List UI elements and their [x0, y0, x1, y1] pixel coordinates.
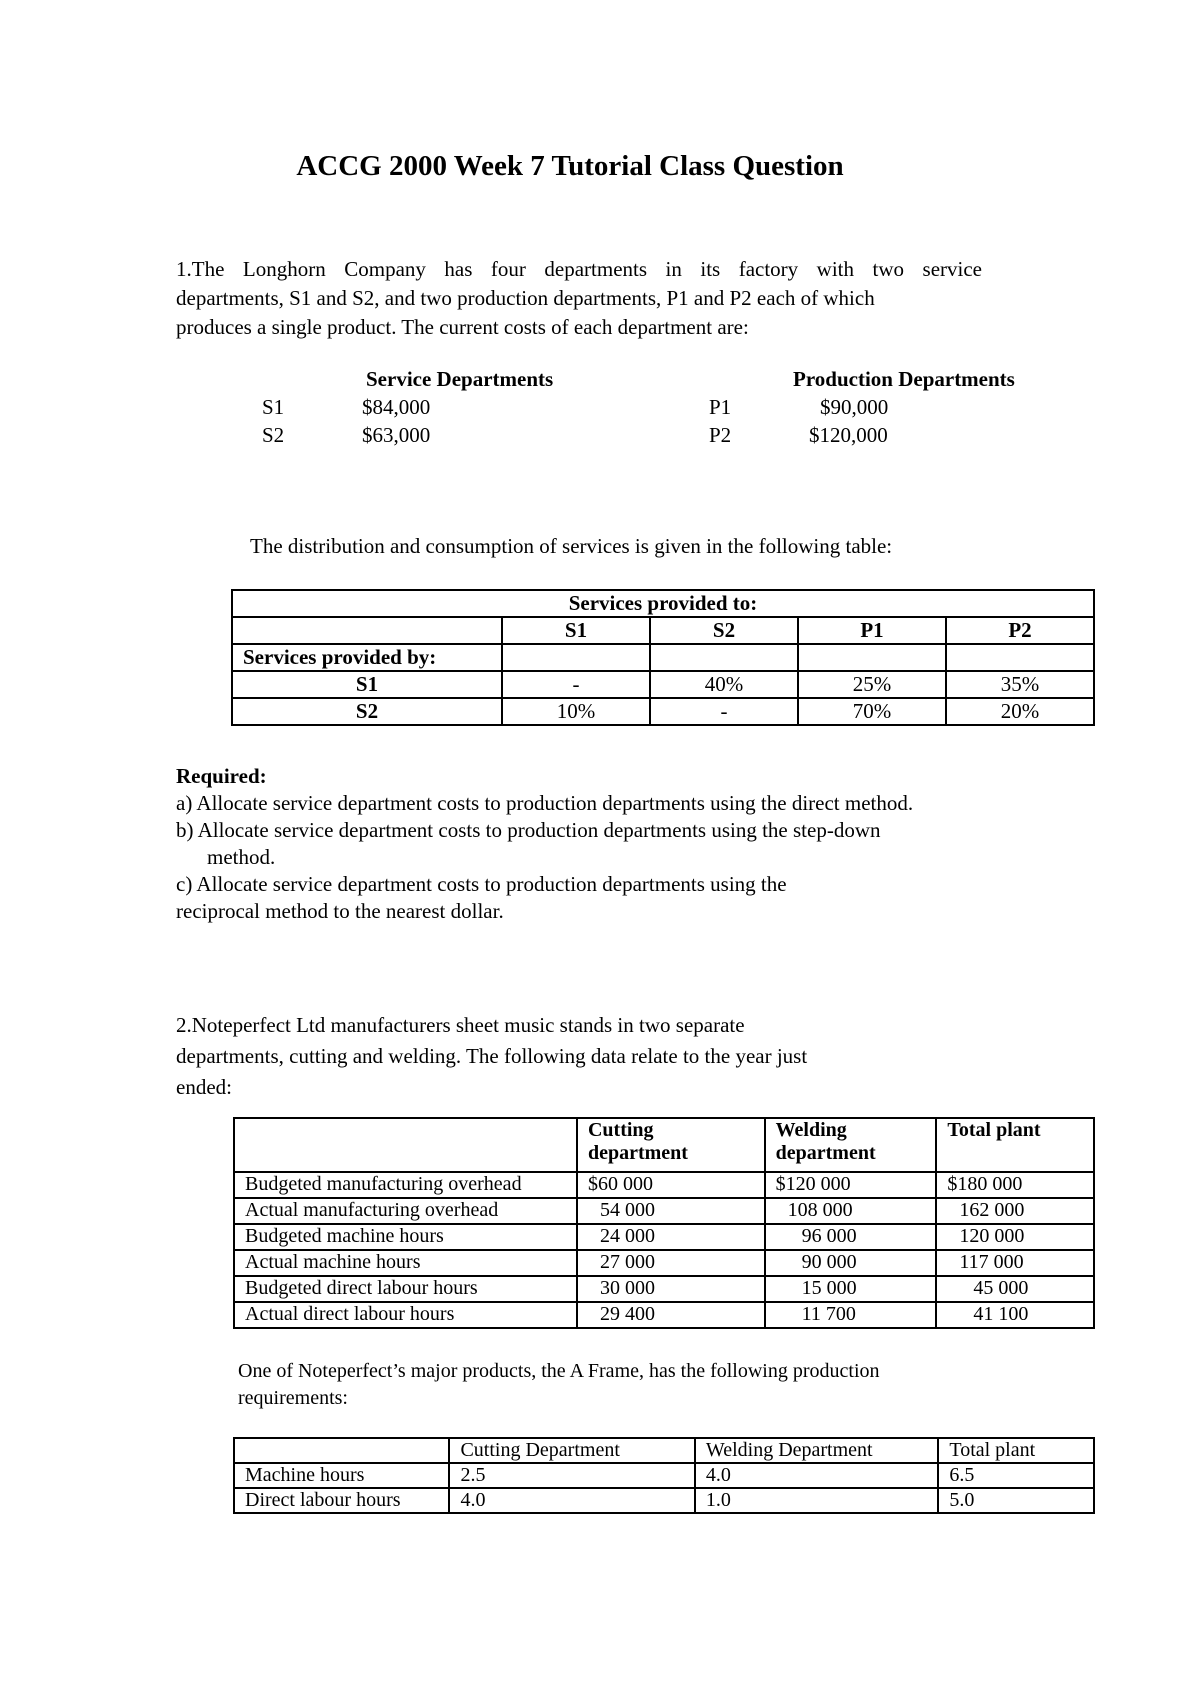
table-cell — [234, 1438, 449, 1463]
column-header: P2 — [946, 617, 1094, 644]
table-row — [234, 1302, 1094, 1328]
column-header: Welding Department — [695, 1438, 938, 1463]
table-cell — [234, 1118, 577, 1172]
table-row — [232, 698, 1094, 725]
column-header: Cutting Department — [449, 1438, 694, 1463]
table-cell: 20% — [946, 698, 1094, 725]
table-cell: 120 000 — [936, 1224, 1094, 1250]
production-name-p2: P2 — [709, 423, 732, 447]
row-header: Actual direct labour hours — [234, 1302, 577, 1328]
service-name-s2: S2 — [262, 423, 285, 447]
column-header: P1 — [798, 617, 946, 644]
production-cost-p2: $120,000 — [809, 423, 888, 447]
table-row — [234, 1172, 1094, 1198]
aframe-table — [233, 1437, 1095, 1514]
table-cell: 25% — [798, 671, 946, 698]
table-cell: 30 000 — [577, 1276, 765, 1302]
required-b-line2: method. — [207, 845, 276, 869]
production-name-p1: P1 — [709, 395, 732, 419]
table-cell: 24 000 — [577, 1224, 765, 1250]
table-cell: 5.0 — [938, 1488, 1094, 1513]
table-cell: 96 000 — [765, 1224, 937, 1250]
table-cell: - — [502, 671, 650, 698]
q2-line2: departments, cutting and welding. The following data relate to the year just — [176, 1044, 808, 1068]
required-c-line1: c) Allocate service department costs to production departments using the — [176, 872, 787, 896]
table-row — [232, 644, 1094, 671]
provided-to-header: Services provided to: — [232, 590, 1094, 617]
row-header: Actual machine hours — [234, 1250, 577, 1276]
table-row — [234, 1276, 1094, 1302]
table-cell: 35% — [946, 671, 1094, 698]
table-cell: 6.5 — [938, 1463, 1094, 1488]
service-cost-s1: $84,000 — [362, 395, 431, 419]
column-header: Total plant — [938, 1438, 1094, 1463]
aframe-line2: requirements: — [238, 1387, 348, 1409]
table-cell: 40% — [650, 671, 798, 698]
table-cell: 41 100 — [936, 1302, 1094, 1328]
table-cell — [946, 644, 1094, 671]
table-row — [234, 1438, 1094, 1463]
table-cell: 70% — [798, 698, 946, 725]
required-a: a) Allocate service department costs to production departments using the direct method. — [176, 791, 914, 815]
q1-line3: produces a single product. The current costs of each department are: — [176, 315, 749, 339]
row-header: S2 — [232, 698, 502, 725]
required-label: Required: — [176, 764, 267, 788]
q1-line2: departments, S1 and S2, and two production departments, P1 and P2 each of which — [176, 286, 875, 310]
q2-line3: ended: — [176, 1075, 232, 1099]
table-cell: 15 000 — [765, 1276, 937, 1302]
table-row — [234, 1224, 1094, 1250]
table-row — [232, 590, 1094, 617]
required-b-line1: b) Allocate service department costs to production departments using the step-down — [176, 818, 881, 842]
table-cell: 1.0 — [695, 1488, 938, 1513]
overhead-table — [233, 1117, 1095, 1329]
q1-line1: 1.The Longhorn Company has four departments in its factory with two service — [176, 257, 982, 281]
table-cell: $120 000 — [765, 1172, 937, 1198]
table-cell: $60 000 — [577, 1172, 765, 1198]
table-row — [232, 671, 1094, 698]
table-row — [234, 1488, 1094, 1513]
service-name-s1: S1 — [262, 395, 285, 419]
column-header: Cutting department — [577, 1118, 765, 1172]
table-cell: - — [650, 698, 798, 725]
table-cell: 90 000 — [765, 1250, 937, 1276]
table-cell: 10% — [502, 698, 650, 725]
table-cell: 45 000 — [936, 1276, 1094, 1302]
row-header: S1 — [232, 671, 502, 698]
table-cell: 4.0 — [695, 1463, 938, 1488]
row-header: Actual manufacturing overhead — [234, 1198, 577, 1224]
aframe-intro — [238, 1358, 880, 1412]
required-section — [176, 763, 1076, 925]
table-cell: 4.0 — [449, 1488, 694, 1513]
table-cell — [502, 644, 650, 671]
table-row — [234, 1463, 1094, 1488]
q1-intro — [176, 255, 982, 342]
q2-intro — [176, 1010, 807, 1103]
provided-by-header: Services provided by: — [232, 644, 502, 671]
row-header: Machine hours — [234, 1463, 449, 1488]
table-cell: $180 000 — [936, 1172, 1094, 1198]
production-cost-p1: $90,000 — [820, 395, 889, 419]
service-heading: Service Departments — [366, 367, 554, 391]
q2-line1: 2.Noteperfect Ltd manufacturers sheet music stands in two separate — [176, 1013, 745, 1037]
table-cell — [650, 644, 798, 671]
table-cell: 29 400 — [577, 1302, 765, 1328]
column-header: Total plant — [936, 1118, 1094, 1172]
row-header: Budgeted manufacturing overhead — [234, 1172, 577, 1198]
page-title: ACCG 2000 Week 7 Tutorial Class Question — [296, 150, 844, 182]
table-cell — [798, 644, 946, 671]
table-cell: 11 700 — [765, 1302, 937, 1328]
table-cell: 54 000 — [577, 1198, 765, 1224]
aframe-line1: One of Noteperfect’s major products, the A Frame, has the following production — [238, 1360, 880, 1382]
service-cost-s2: $63,000 — [362, 423, 431, 447]
row-header: Budgeted direct labour hours — [234, 1276, 577, 1302]
table-cell: 108 000 — [765, 1198, 937, 1224]
column-header: S1 — [502, 617, 650, 644]
column-header: Welding department — [765, 1118, 937, 1172]
distribution-intro: The distribution and consumption of services is given in the following table: — [250, 534, 893, 558]
required-c-line2: reciprocal method to the nearest dollar. — [176, 899, 504, 923]
table-row — [232, 617, 1094, 644]
row-header: Budgeted machine hours — [234, 1224, 577, 1250]
table-cell: 2.5 — [449, 1463, 694, 1488]
production-heading: Production Departments — [793, 367, 1015, 391]
table-row — [234, 1198, 1094, 1224]
services-table — [231, 589, 1095, 726]
table-row — [234, 1250, 1094, 1276]
table-cell: 162 000 — [936, 1198, 1094, 1224]
table-row — [234, 1118, 1094, 1172]
row-header: Direct labour hours — [234, 1488, 449, 1513]
column-header: S2 — [650, 617, 798, 644]
table-cell — [232, 617, 502, 644]
table-cell: 27 000 — [577, 1250, 765, 1276]
table-cell: 117 000 — [936, 1250, 1094, 1276]
